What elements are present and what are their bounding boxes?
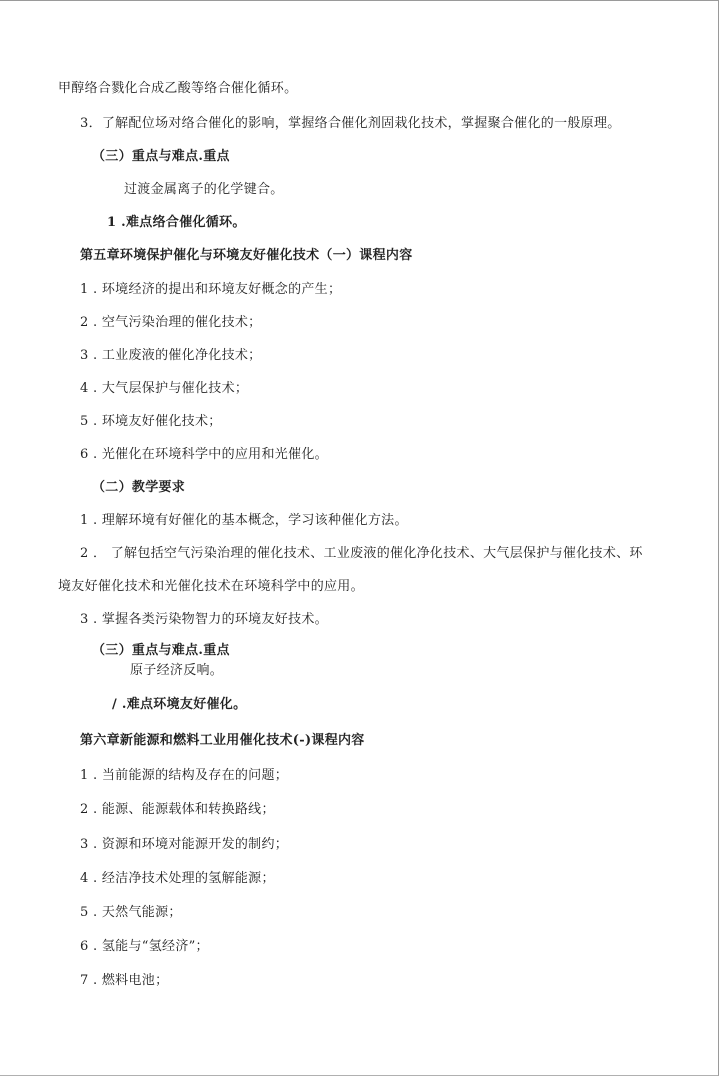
list-item: 4 . 经洁净技术处理的氢解能源；	[80, 871, 275, 886]
list-item: 1 . 当前能源的结构及存在的问题；	[80, 768, 289, 783]
list-item-3: 3．了解配位场对络合催化的影响，掌握络合催化剂固栽化技术，掌握聚合催化的一般原理。	[80, 116, 621, 131]
chapter-six-heading: 第六章新能源和燃料工业用催化技术(-)课程内容	[80, 733, 365, 748]
difficult-point-text: 1 .难点络合催化循环。	[107, 215, 246, 230]
list-item: 5 . 环境友好催化技术；	[80, 414, 222, 429]
list-item: 3 . 掌握各类污染物智力的环境友好技术。	[80, 612, 328, 627]
chapter-five-heading: 第五章环境保护催化与环境友好催化技术（一）课程内容	[80, 248, 413, 263]
list-item: 3 . 资源和环境对能源开发的制约；	[80, 837, 289, 852]
key-point-text: 原子经济反响。	[130, 663, 224, 678]
list-item: 2 . 能源、能源载体和转换路线；	[80, 802, 275, 817]
list-item: 6 . 氢能与“氢经济”；	[80, 939, 209, 954]
list-item: 1 . 环境经济的提出和环境友好概念的产生；	[80, 282, 342, 297]
list-item: 6 . 光催化在环境科学中的应用和光催化。	[80, 447, 328, 462]
list-item: 2 . 空气污染治理的催化技术；	[80, 315, 262, 330]
list-item: 7 . 燃料电池；	[80, 973, 169, 988]
key-point-text: 过渡金属离子的化学键合。	[124, 182, 284, 197]
list-item: 4 . 大气层保护与催化技术；	[80, 381, 249, 396]
section-heading-key-points: （三）重点与难点.重点	[92, 149, 230, 164]
list-item-continuation: 境友好催化技术和光催化技术在环境科学中的应用。	[58, 579, 364, 594]
list-item: 1 . 理解环境有好催化的基本概念，学习该种催化方法。	[80, 513, 408, 528]
difficult-point-text: / .难点环境友好催化。	[112, 697, 247, 712]
paragraph-continuation: 甲醇络合戮化合成乙酸等络合催化循环。	[58, 81, 298, 96]
list-item: 5 . 天然气能源；	[80, 905, 182, 920]
list-item: 2 ． 了解包括空气污染治理的催化技术、工业废液的催化净化技术、大气层保护与催化技术、环	[80, 546, 643, 561]
section-heading-key-points: （三）重点与难点.重点	[92, 643, 230, 658]
list-item: 3 . 工业废液的催化净化技术；	[80, 348, 262, 363]
section-heading-teaching-requirements: （二）教学要求	[92, 480, 186, 495]
